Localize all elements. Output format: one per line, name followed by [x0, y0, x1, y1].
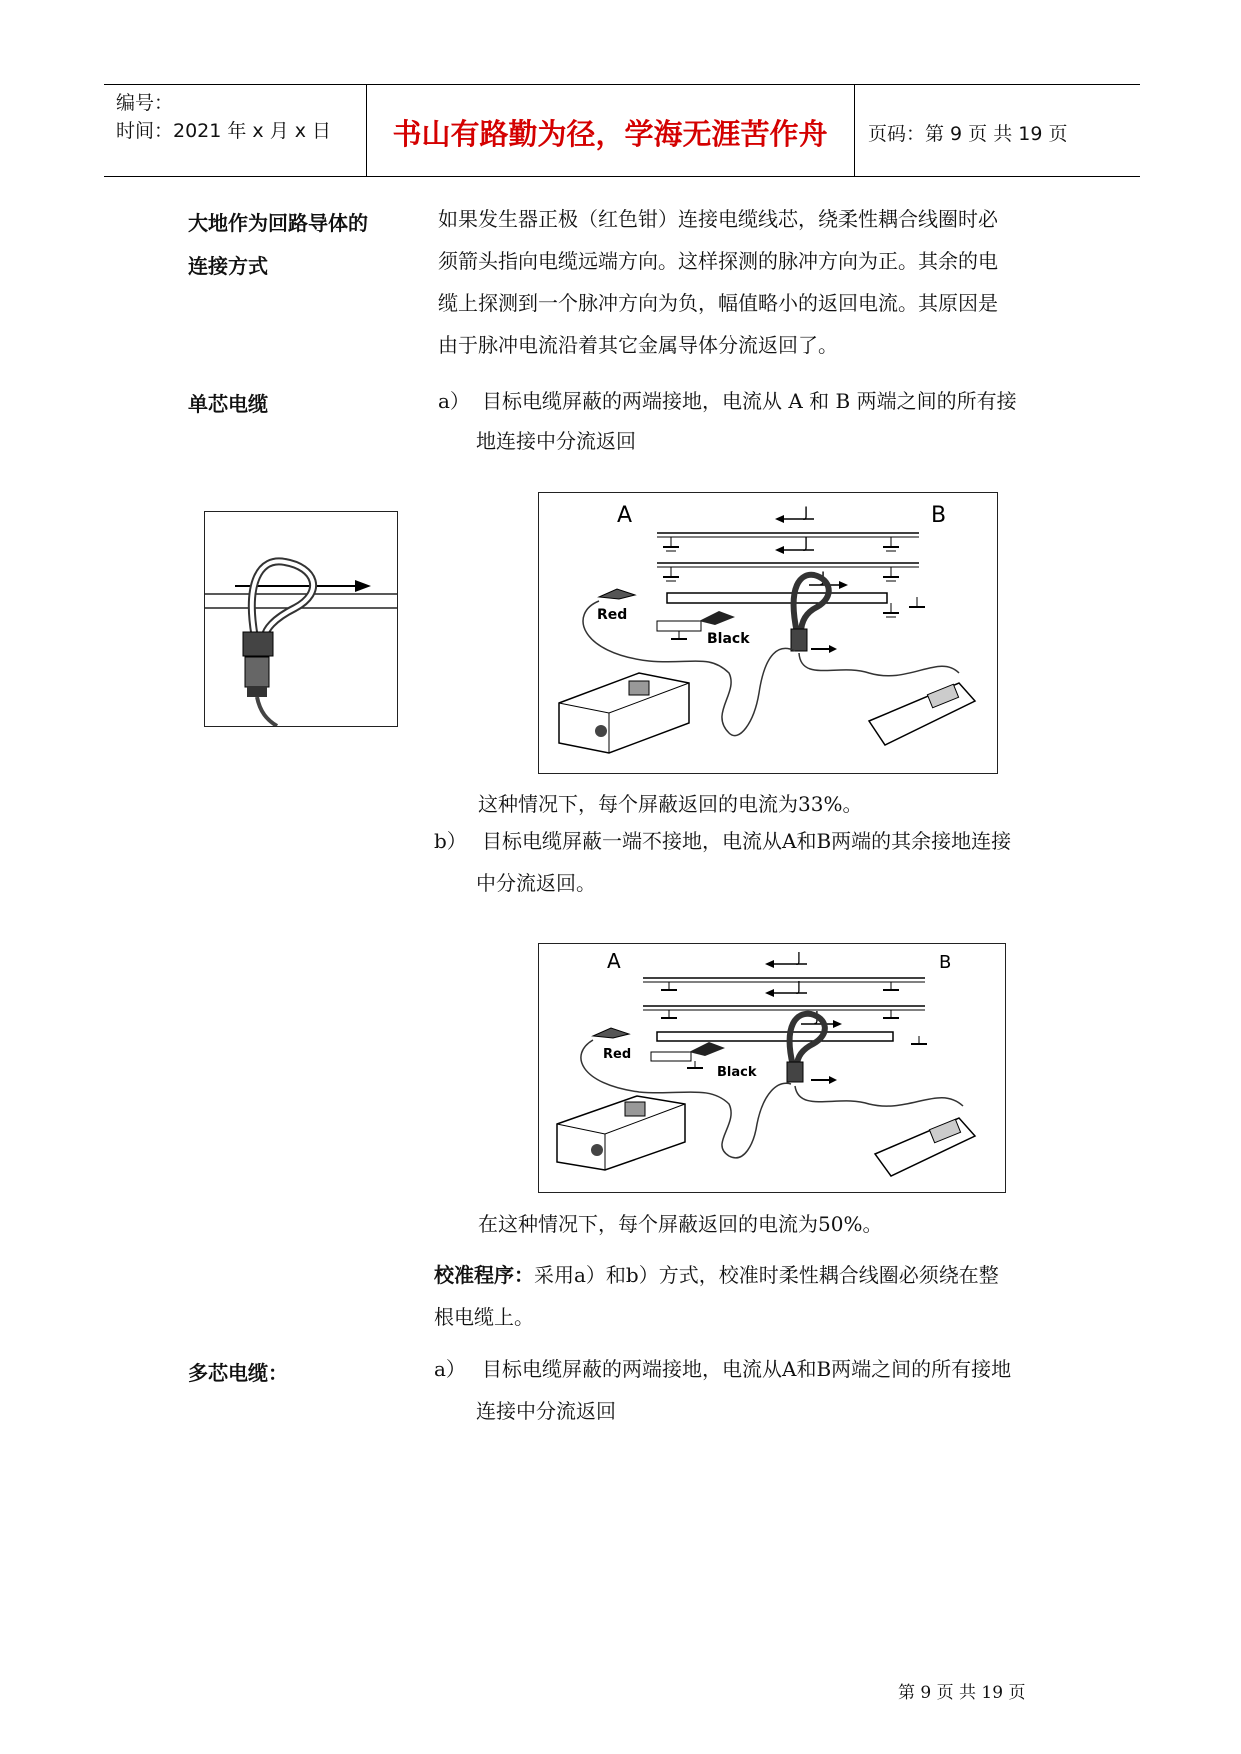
- caption-50-percent: 在这种情况下，每个屏蔽返回的电流为50%。: [478, 1212, 883, 1236]
- multi-core-item-a-line1: 目标电缆屏蔽的两端接地，电流从A和B两端之间的所有接地: [482, 1357, 1012, 1381]
- current-label-j: J: [804, 536, 809, 552]
- calibration-text: 采用a）和b）方式，校准时柔性耦合线圈必须绕在整: [534, 1263, 999, 1287]
- footer-page-number: 第 9 页 共 19 页: [898, 1683, 1026, 1703]
- multi-core-item-a-line2: 连接中分流返回: [476, 1399, 616, 1423]
- current-label-j: J: [797, 980, 801, 995]
- paragraph-line: 由于脉冲电流沿着其它金属导体分流返回了。: [438, 333, 838, 357]
- wiring-diagram-2: [538, 943, 1006, 1193]
- document-number-label: 编号：: [116, 92, 174, 114]
- label-black: Black: [707, 631, 750, 647]
- header-slogan: 书山有路勤为径，学海无涯苦作舟: [392, 117, 828, 151]
- paragraph-line: 须箭头指向电缆远端方向。这样探测的脉冲方向为正。其余的电: [438, 249, 998, 273]
- coil-illustration: [205, 512, 397, 726]
- single-core-item-a-line1: 目标电缆屏蔽的两端接地，电流从 A 和 B 两端之间的所有接: [482, 389, 1017, 413]
- header-page-number: 页码：第 9 页 共 19 页: [868, 123, 1068, 145]
- label-red: Red: [603, 1047, 632, 1062]
- section-label-earth-return-2: 连接方式: [188, 254, 268, 278]
- current-label-j: J: [821, 570, 826, 586]
- section-label-single-core: 单芯电缆: [188, 392, 268, 416]
- list-marker-a: a）: [434, 1357, 466, 1381]
- wiring-diagram-1: [538, 492, 998, 774]
- section-label-earth-return: 大地作为回路导体的: [188, 211, 368, 235]
- single-core-item-a-line2: 地连接中分流返回: [476, 429, 636, 453]
- list-marker-a: a）: [438, 389, 470, 413]
- calibration-line2: 根电缆上。: [434, 1305, 534, 1329]
- calibration-label: 校准程序：: [434, 1263, 534, 1287]
- list-marker-b: b）: [434, 829, 467, 853]
- header-bottom-rule: [104, 176, 1140, 177]
- calibration-paragraph: [434, 1254, 999, 1296]
- header-top-rule: [104, 84, 1140, 85]
- label-black: Black: [717, 1065, 757, 1080]
- section-label-multi-core: 多芯电缆：: [188, 1361, 288, 1385]
- diagram-svg: [539, 944, 1005, 1192]
- single-core-item-b-line1: 目标电缆屏蔽一端不接地，电流从A和B两端的其余接地连接: [482, 829, 1012, 853]
- header-divider: [854, 84, 855, 176]
- label-a: A: [617, 503, 633, 528]
- diagram-svg: [539, 493, 997, 773]
- earth-return-paragraph: [438, 198, 998, 366]
- label-red: Red: [597, 607, 628, 623]
- coil-figure: [204, 511, 398, 727]
- single-core-item-b-line2: 中分流返回。: [476, 871, 596, 895]
- label-b: B: [931, 503, 947, 528]
- caption-33-percent: 这种情况下，每个屏蔽返回的电流为33%。: [478, 792, 863, 816]
- current-label-j: J: [804, 505, 809, 521]
- paragraph-line: 如果发生器正极（红色钳）连接电缆线芯，绕柔性耦合线圈时必: [438, 207, 998, 231]
- label-a: A: [607, 949, 621, 973]
- paragraph-line: 缆上探测到一个脉冲方向为负，幅值略小的返回电流。其原因是: [438, 291, 998, 315]
- current-label-j: J: [797, 951, 801, 966]
- current-label-j: J: [815, 1010, 819, 1025]
- label-b: B: [939, 952, 952, 973]
- document-date: 时间：2021 年 x 月 x 日: [116, 120, 332, 142]
